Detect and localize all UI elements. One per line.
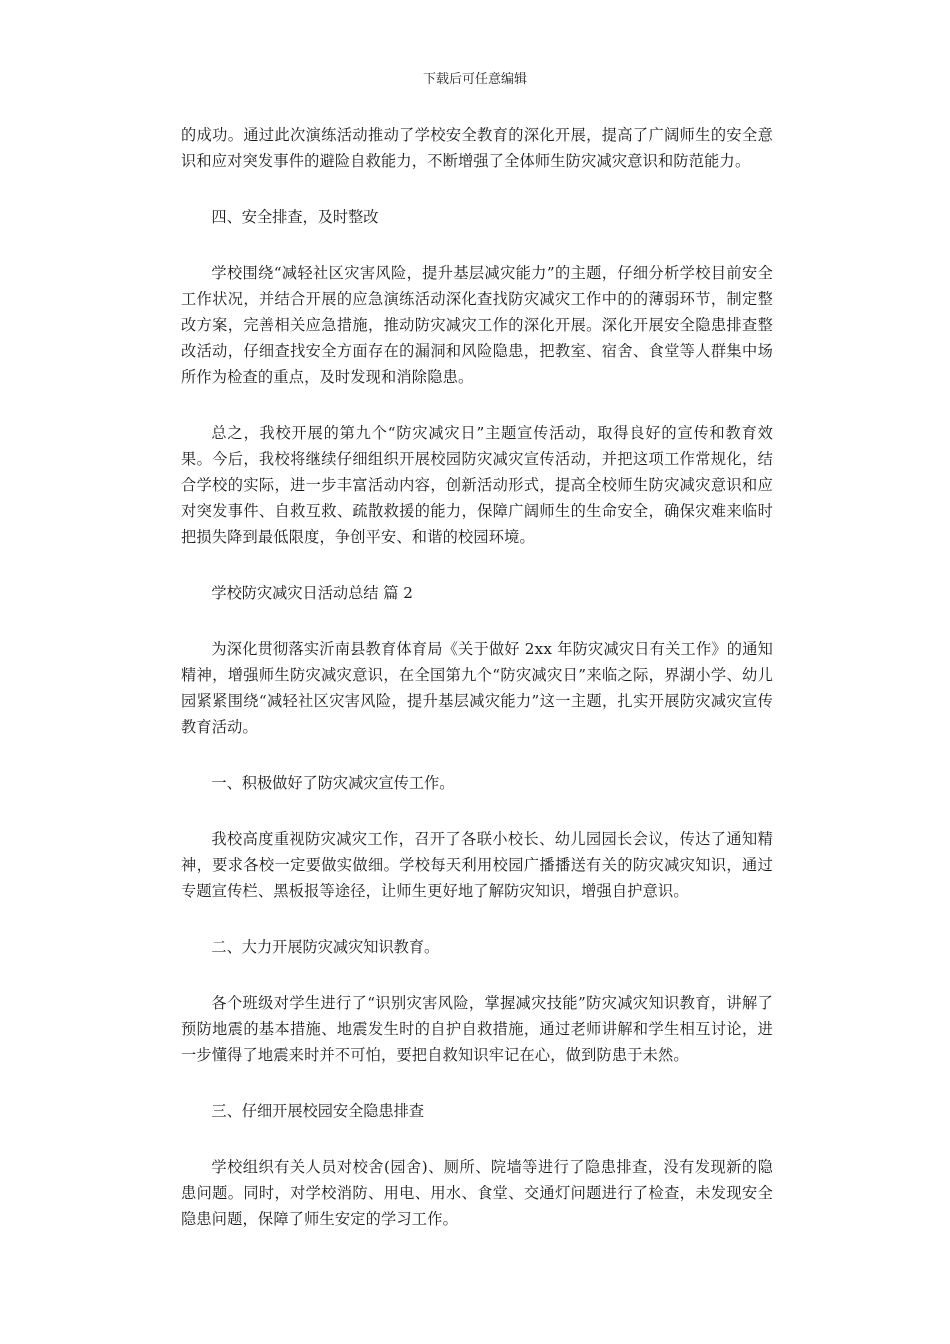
paragraph: 学校组织有关人员对校舍(园舍)、厕所、院墙等进行了隐患排查，没有发现新的隐患问题。同时，对学校消防、用电、用水、食堂、交通灯问题进行了检查，未发现安全隐患问题，保障了师生安定的学习工作。: [181, 1158, 773, 1228]
paragraph: 总之，我校开展的第九个“防灾减灾日”主题宣传活动，取得良好的宣传和教育效果。今后，我校将继续仔细组织开展校园防灾减灾宣传活动，并把这项工作常规化，结合学校的实际，进一步丰富活动内容，创新活动形式，提高全校师生防灾减灾意识和应对突发事件、自救互救、疏散救援的能力，保障广阔师生的生命安全，确保灾难来临时把损失降到最低限度，争创平安、和谐的校园环境。: [181, 424, 773, 546]
article-title-part-2: 学校防灾减灾日活动总结 篇 2: [211, 584, 413, 602]
section-heading-hazard-check: 三、仔细开展校园安全隐患排查: [211, 1102, 425, 1120]
paragraph: 各个班级对学生进行了“识别灾害风险，掌握减灾技能”防灾减灾知识教育，讲解了预防地震的基本措施、地震发生时的自护自救措施，通过老师讲解和学生相互讨论，进一步懂得了地震来时并不可怕，要把自救知识牢记在心，做到防患于未然。: [181, 994, 773, 1064]
paragraph: 学校围绕“减轻社区灾害风险，提升基层减灾能力”的主题，仔细分析学校目前安全工作状况，并结合开展的应急演练活动深化查找防灾减灾工作中的的薄弱环节，制定整改方案，完善相关应急措施，推动防灾减灾工作的深化开展。深化开展安全隐患排查整改活动，仔细查找安全方面存在的漏洞和风险隐患，把教室、宿舍、食堂等人群集中场所作为检查的重点，及时发现和消除隐患。: [181, 264, 773, 386]
paragraph: 为深化贯彻落实沂南县教育体育局《关于做好 2xx 年防灾减灾日有关工作》的通知精神，增强师生防灾减灾意识，在全国第九个“防灾减灾日”来临之际，界湖小学、幼儿园紧紧围绕“减轻社区灾害风险，提升基层减灾能力”这一主题，扎实开展防灾减灾宣传教育活动。: [181, 640, 773, 736]
section-heading-education: 二、大力开展防灾减灾知识教育。: [211, 938, 440, 956]
paragraph: 我校高度重视防灾减灾工作，召开了各联小校长、幼儿园园长会议，传达了通知精神，要求各校一定要做实做细。学校每天利用校园广播播送有关的防灾减灾知识，通过专题宣传栏、黑板报等途径，让师生更好地了解防灾知识，增强自护意识。: [181, 830, 773, 900]
page-header: 下载后可任意编辑: [422, 72, 527, 87]
paragraph-continuation: 的成功。通过此次演练活动推动了学校安全教育的深化开展，提高了广阔师生的安全意识和应对突发事件的避险自救能力，不断增强了全体师生防灾减灾意识和防范能力。: [181, 126, 773, 170]
document-body: [181, 122, 773, 1262]
section-heading-safety-check: 四、安全排查，及时整改: [211, 208, 379, 226]
section-heading-publicity: 一、积极做好了防灾减灾宣传工作。: [211, 774, 455, 792]
